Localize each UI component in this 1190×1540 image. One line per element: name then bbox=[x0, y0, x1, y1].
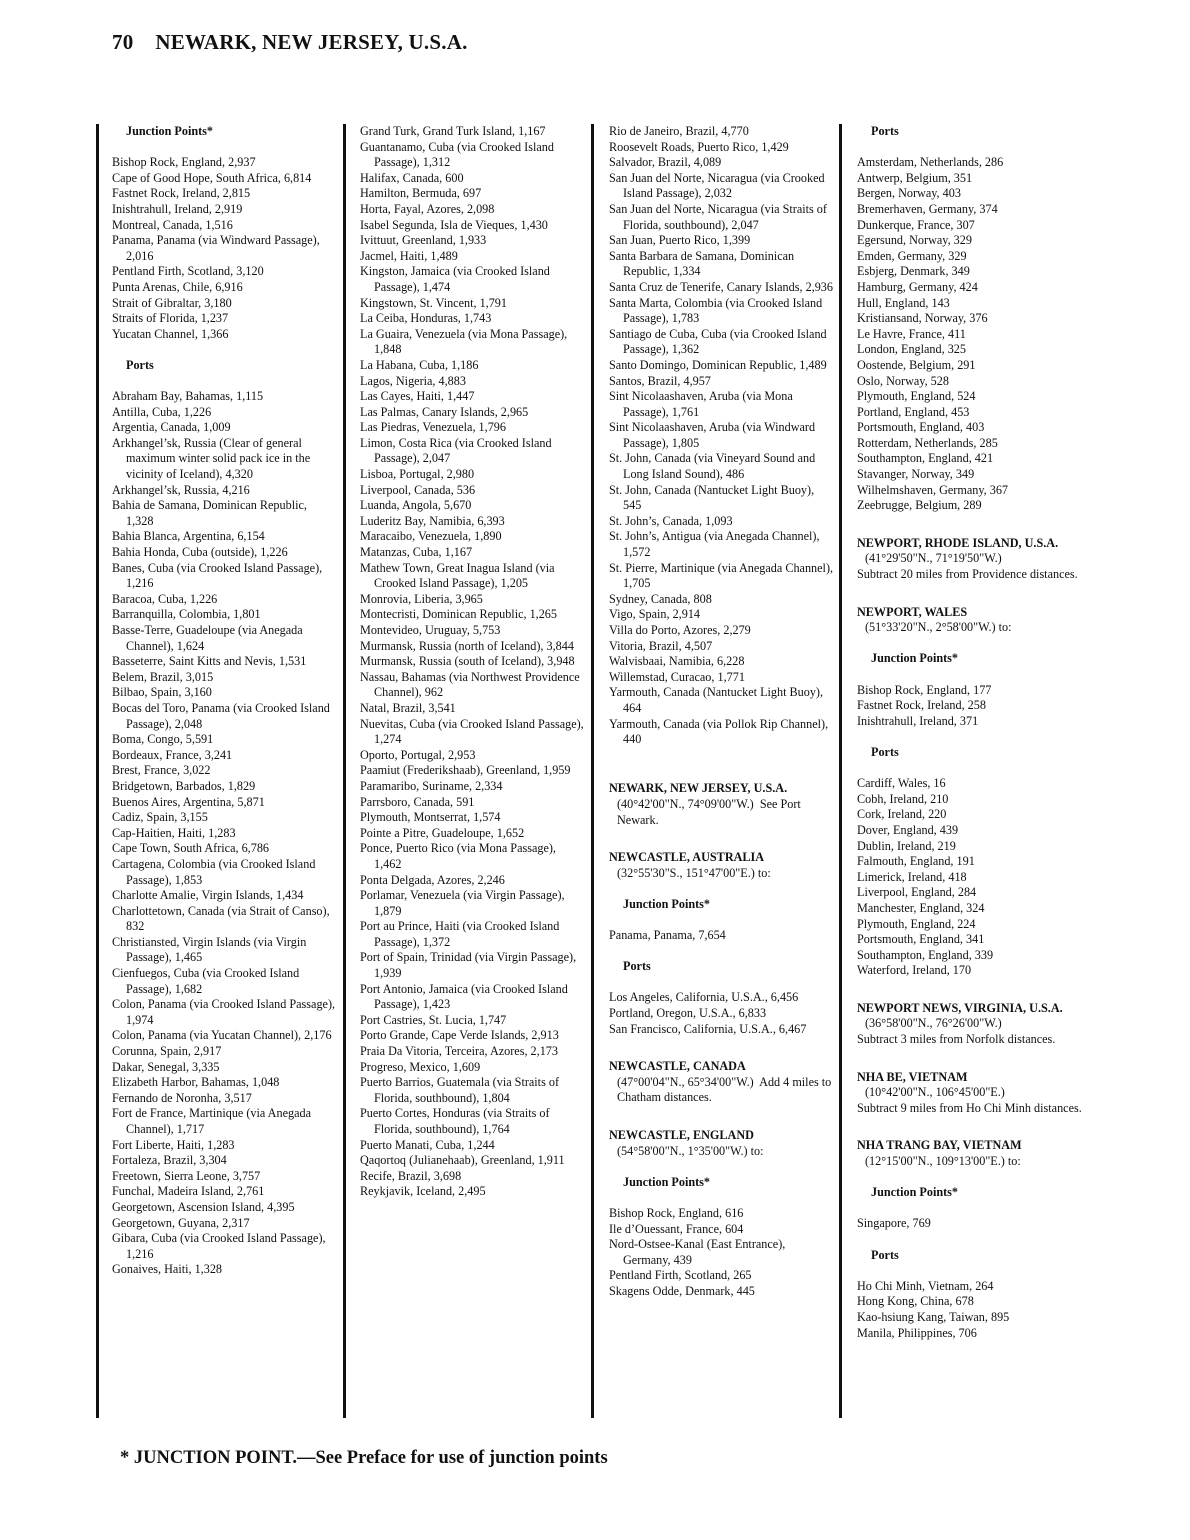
distance-entry: Portsmouth, England, 403 bbox=[857, 420, 985, 435]
entry-nha-trang-bay bbox=[857, 1138, 1082, 1341]
distance-entry: Oostende, Belgium, 291 bbox=[857, 357, 976, 372]
distance-entry: Cobh, Ireland, 210 bbox=[857, 791, 949, 806]
distance-entry: Inishtrahull, Ireland, 2,919 bbox=[112, 201, 243, 216]
distance-entry: Rio de Janeiro, Brazil, 4,770 bbox=[609, 124, 749, 138]
page-number: 70 bbox=[112, 30, 134, 54]
distance-entry: Kingston, Jamaica (via Crooked Island Passage), 1,474 bbox=[360, 264, 550, 294]
distance-entry: Waterford, Ireland, 170 bbox=[857, 963, 972, 978]
distance-entry: Praia Da Vitoria, Terceira, Azores, 2,173 bbox=[360, 1044, 558, 1059]
distance-entry: Ponce, Puerto Rico (via Mona Passage), 1,462 bbox=[360, 841, 556, 871]
distance-entry: Hamburg, Germany, 424 bbox=[857, 279, 978, 294]
distance-entry: Qaqortoq (Julianehaab), Greenland, 1,911 bbox=[360, 1153, 565, 1168]
distance-entry: Willemstad, Curacao, 1,771 bbox=[609, 669, 745, 684]
distance-entry: Reykjavik, Iceland, 2,495 bbox=[360, 1184, 486, 1199]
distance-entry: Santa Cruz de Tenerife, Canary Islands, 2,936 bbox=[609, 279, 833, 294]
distance-entry: Port au Prince, Haiti (via Crooked Island Passage), 1,372 bbox=[360, 919, 560, 949]
place-name: NEWPORT, RHODE ISLAND, U.S.A. bbox=[857, 535, 1059, 550]
distance-entry: Fastnet Rock, Ireland, 258 bbox=[857, 698, 986, 713]
junction-list bbox=[857, 683, 1082, 730]
distance-entry: Manila, Philippines, 706 bbox=[857, 1325, 977, 1340]
distance-entry: Porlamar, Venezuela (via Virgin Passage), 1,879 bbox=[360, 888, 565, 918]
place-name: NEWPORT NEWS, VIRGINIA, U.S.A. bbox=[857, 1000, 1063, 1015]
distance-entry: Cardiff, Wales, 16 bbox=[857, 776, 946, 791]
distance-entry: Bridgetown, Barbados, 1,829 bbox=[112, 778, 256, 793]
distance-entry: Halifax, Canada, 600 bbox=[360, 170, 464, 185]
section-heading: Ports bbox=[871, 744, 899, 759]
distance-entry: Portland, Oregon, U.S.A., 6,833 bbox=[609, 1006, 767, 1021]
distance-entry: Nord-Ostsee-Kanal (East Entrance), Germany, 439 bbox=[609, 1237, 786, 1267]
distance-entry: Salvador, Brazil, 4,089 bbox=[609, 155, 722, 170]
distance-entry: Funchal, Madeira Island, 2,761 bbox=[112, 1184, 265, 1199]
distance-entry: Port Antonio, Jamaica (via Crooked Island Passage), 1,423 bbox=[360, 981, 568, 1012]
distance-entry: Sydney, Canada, 808 bbox=[609, 591, 712, 606]
junction-list bbox=[857, 1216, 1082, 1232]
distance-entry: Las Palmas, Canary Islands, 2,965 bbox=[360, 404, 529, 419]
distance-entry: Boma, Congo, 5,591 bbox=[112, 732, 214, 747]
coordinates: (10°42'00"N., 106°45'00"E.) bbox=[865, 1085, 1005, 1100]
distance-entry: Yucatan Channel, 1,366 bbox=[112, 326, 229, 341]
distance-entry: Ile d’Ouessant, France, 604 bbox=[609, 1221, 744, 1236]
distance-entry: Puerto Cortes, Honduras (via Straits of Florida, southbound), 1,764 bbox=[360, 1106, 550, 1136]
column-rule bbox=[343, 124, 346, 1418]
section-heading: Junction Points* bbox=[623, 1174, 711, 1189]
coordinates: (40°42'00"N., 74°09'00"W.) bbox=[617, 796, 754, 811]
section-heading: Ports bbox=[871, 1247, 899, 1262]
distance-entry: Walvisbaai, Namibia, 6,228 bbox=[609, 654, 745, 669]
section-heading: Junction Points* bbox=[871, 1185, 959, 1200]
distance-entry: Bergen, Norway, 403 bbox=[857, 186, 961, 201]
ports-list bbox=[609, 990, 834, 1037]
distance-entry: Paamiut (Frederikshaab), Greenland, 1,959 bbox=[360, 763, 571, 778]
distance-entry: Limerick, Ireland, 418 bbox=[857, 869, 967, 884]
distance-entry: St. John’s, Canada, 1,093 bbox=[609, 513, 733, 528]
distance-entry: Christiansted, Virgin Islands (via Virgin Passage), 1,465 bbox=[112, 934, 307, 965]
distance-entry: Santa Marta, Colombia (via Crooked Island Passage), 1,783 bbox=[609, 295, 823, 326]
distance-entry: Hull, England, 143 bbox=[857, 295, 950, 310]
distance-entry: Bocas del Toro, Panama (via Crooked Island Passage), 2,048 bbox=[112, 700, 330, 731]
distance-entry: Stavanger, Norway, 349 bbox=[857, 467, 975, 482]
coordinates: (51°33'20"N., 2°58'00"W.) to: bbox=[865, 620, 1012, 635]
distance-entry: Plymouth, England, 224 bbox=[857, 916, 976, 931]
column-rule bbox=[96, 124, 99, 1418]
distance-entry: Lagos, Nigeria, 4,883 bbox=[360, 373, 466, 388]
distance-entry: La Ceiba, Honduras, 1,743 bbox=[360, 311, 492, 326]
distance-entry: Paramaribo, Suriname, 2,334 bbox=[360, 778, 503, 793]
distance-entry: Ponta Delgada, Azores, 2,246 bbox=[360, 872, 505, 887]
distance-entry: Amsterdam, Netherlands, 286 bbox=[857, 155, 1004, 170]
section-heading: Ports bbox=[126, 357, 154, 372]
distance-entry: Cape of Good Hope, South Africa, 6,814 bbox=[112, 170, 312, 185]
distance-entry: Southampton, England, 339 bbox=[857, 947, 994, 962]
ports-list bbox=[609, 124, 834, 748]
distance-entry: Las Piedras, Venezuela, 1,796 bbox=[360, 420, 506, 435]
distance-entry: Pentland Firth, Scotland, 3,120 bbox=[112, 264, 264, 279]
distance-entry: Cartagena, Colombia (via Crooked Island Passage), 1,853 bbox=[112, 856, 316, 887]
coordinates: (32°55'30"S., 151°47'00"E.) to: bbox=[617, 865, 771, 880]
distance-entry: Isabel Segunda, Isla de Vieques, 1,430 bbox=[360, 217, 548, 232]
distance-entry: Kristiansand, Norway, 376 bbox=[857, 311, 988, 326]
distance-entry: Colon, Panama (via Yucatan Channel), 2,176 bbox=[112, 1028, 332, 1043]
distance-entry: Barranquilla, Colombia, 1,801 bbox=[112, 607, 261, 622]
distance-entry: Puerto Barrios, Guatemala (via Straits of Florida, southbound), 1,804 bbox=[360, 1075, 560, 1105]
distance-note: Add 4 miles to Chatham distances. bbox=[617, 1074, 832, 1105]
distance-entry: Mathew Town, Great Inagua Island (via Crooked Island Passage), 1,205 bbox=[360, 560, 555, 591]
entry-nha-be bbox=[857, 1070, 1082, 1117]
distance-entry: Le Havre, France, 411 bbox=[857, 326, 966, 341]
entry-newport-rhode-island bbox=[857, 536, 1082, 583]
place-name: NHA TRANG BAY, VIETNAM bbox=[857, 1138, 1022, 1153]
distance-entry: St. Pierre, Martinique (via Anegada Channel), 1,705 bbox=[609, 560, 834, 591]
distance-entry: Vitoria, Brazil, 4,507 bbox=[609, 638, 713, 653]
distance-entry: Villa do Porto, Azores, 2,279 bbox=[609, 623, 751, 637]
distance-entry: Ho Chi Minh, Vietnam, 264 bbox=[857, 1278, 994, 1293]
distance-entry: Bahia Blanca, Argentina, 6,154 bbox=[112, 529, 265, 544]
distance-entry: Fastnet Rock, Ireland, 2,815 bbox=[112, 186, 251, 201]
distance-entry: Gibara, Cuba (via Crooked Island Passage), 1,216 bbox=[112, 1231, 326, 1261]
distance-entry: Cork, Ireland, 220 bbox=[857, 807, 947, 822]
distance-entry: Brest, France, 3,022 bbox=[112, 763, 211, 778]
ports-list bbox=[112, 389, 337, 1278]
distance-entry: Grand Turk, Grand Turk Island, 1,167 bbox=[360, 124, 546, 138]
distance-entry: Ivittuut, Greenland, 1,933 bbox=[360, 233, 487, 248]
distance-entry: Antilla, Cuba, 1,226 bbox=[112, 404, 212, 419]
distance-entry: Oporto, Portugal, 2,953 bbox=[360, 747, 476, 762]
distance-entry: Manchester, England, 324 bbox=[857, 900, 985, 915]
distance-entry: Hamilton, Bermuda, 697 bbox=[360, 186, 482, 201]
place-name: NEWARK, NEW JERSEY, U.S.A. bbox=[609, 781, 788, 796]
distance-entry: La Habana, Cuba, 1,186 bbox=[360, 357, 479, 372]
distance-entry: Corunna, Spain, 2,917 bbox=[112, 1044, 222, 1059]
distance-entry: Port Castries, St. Lucia, 1,747 bbox=[360, 1012, 507, 1027]
section-heading: Junction Points* bbox=[871, 651, 959, 666]
distance-entry: Sint Nicolaashaven, Aruba (via Mona Passage), 1,761 bbox=[609, 389, 793, 419]
distance-entry: Santos, Brazil, 4,957 bbox=[609, 373, 711, 388]
distance-entry: Recife, Brazil, 3,698 bbox=[360, 1168, 462, 1183]
distance-entry: Oslo, Norway, 528 bbox=[857, 373, 949, 388]
distance-entry: Emden, Germany, 329 bbox=[857, 248, 967, 263]
distance-entry: Murmansk, Russia (north of Iceland), 3,844 bbox=[360, 638, 574, 653]
distance-entry: Roosevelt Roads, Puerto Rico, 1,429 bbox=[609, 139, 789, 154]
distance-entry: Dunkerque, France, 307 bbox=[857, 217, 975, 232]
distance-note: Subtract 20 miles from Providence distances. bbox=[857, 567, 1078, 582]
column-2 bbox=[360, 124, 585, 1200]
coordinates: (36°58'00"N., 76°26'00"W.) bbox=[865, 1016, 1002, 1031]
section-heading: Ports bbox=[623, 959, 651, 974]
distance-entry: Murmansk, Russia (south of Iceland), 3,948 bbox=[360, 654, 575, 669]
place-name: NEWPORT, WALES bbox=[857, 604, 968, 619]
junction-list bbox=[609, 928, 834, 944]
distance-note: Subtract 3 miles from Norfolk distances. bbox=[857, 1032, 1056, 1047]
distance-entry: Gonaives, Haiti, 1,328 bbox=[112, 1262, 223, 1277]
distance-entry: St. John, Canada (via Vineyard Sound and Long Island Sound), 486 bbox=[609, 451, 816, 482]
distance-entry: Portland, England, 453 bbox=[857, 404, 970, 419]
distance-entry: Rotterdam, Netherlands, 285 bbox=[857, 435, 998, 450]
junction-point-footnote: * JUNCTION POINT.—See Preface for use of junction points bbox=[120, 1448, 608, 1468]
distance-entry: Strait of Gibraltar, 3,180 bbox=[112, 295, 232, 310]
distance-entry: Buenos Aires, Argentina, 5,871 bbox=[112, 794, 265, 809]
distance-entry: St. John’s, Antigua (via Anegada Channel), 1,572 bbox=[609, 529, 820, 560]
distance-entry: Banes, Cuba (via Crooked Island Passage), 1,216 bbox=[112, 560, 323, 591]
distance-entry: Sint Nicolaashaven, Aruba (via Windward Passage), 1,805 bbox=[609, 420, 816, 450]
distance-entry: Liverpool, England, 284 bbox=[857, 885, 977, 900]
distance-entry: Dakar, Senegal, 3,335 bbox=[112, 1059, 220, 1074]
distance-note: Subtract 9 miles from Ho Chi Minh distances. bbox=[857, 1100, 1082, 1115]
junction-list bbox=[609, 1206, 834, 1300]
distance-entry: Baracoa, Cuba, 1,226 bbox=[112, 591, 218, 606]
distance-entry: Argentia, Canada, 1,009 bbox=[112, 420, 231, 435]
distance-entry: Plymouth, Montserrat, 1,574 bbox=[360, 810, 501, 825]
distance-entry: Cape Town, South Africa, 6,786 bbox=[112, 841, 270, 856]
distance-entry: Dover, England, 439 bbox=[857, 822, 959, 837]
distance-entry: Inishtrahull, Ireland, 371 bbox=[857, 713, 979, 728]
place-name: NEWCASTLE, AUSTRALIA bbox=[609, 850, 765, 865]
distance-entry: San Francisco, California, U.S.A., 6,467 bbox=[609, 1021, 807, 1036]
distance-entry: Natal, Brazil, 3,541 bbox=[360, 700, 456, 715]
section-heading: Junction Points* bbox=[126, 124, 214, 138]
distance-entry: Matanzas, Cuba, 1,167 bbox=[360, 545, 473, 560]
distance-entry: Cadiz, Spain, 3,155 bbox=[112, 810, 208, 825]
distance-entry: Limon, Costa Rica (via Crooked Island Passage), 2,047 bbox=[360, 435, 552, 466]
page-title: NEWARK, NEW JERSEY, U.S.A. bbox=[155, 30, 468, 54]
distance-entry: Fernando de Noronha, 3,517 bbox=[112, 1090, 252, 1105]
entry-newcastle-canada bbox=[609, 1059, 834, 1106]
entry-newport-wales bbox=[857, 605, 1082, 979]
distance-entry: Esbjerg, Denmark, 349 bbox=[857, 264, 970, 279]
distance-entry: Falmouth, England, 191 bbox=[857, 854, 975, 869]
entry-newark bbox=[609, 781, 834, 828]
distance-entry: Santa Barbara de Samana, Dominican Republic, 1,334 bbox=[609, 248, 795, 279]
coordinates: (41°29'50"N., 71°19'50"W.) bbox=[865, 551, 1002, 566]
distance-entry: Puerto Manati, Cuba, 1,244 bbox=[360, 1137, 495, 1152]
distance-entry: Bahia Honda, Cuba (outside), 1,226 bbox=[112, 545, 288, 560]
distance-entry: Punta Arenas, Chile, 6,916 bbox=[112, 279, 243, 294]
place-name: NEWCASTLE, ENGLAND bbox=[609, 1128, 754, 1143]
ports-list bbox=[857, 155, 1082, 514]
distance-entry: Santiago de Cuba, Cuba (via Crooked Island Passage), 1,362 bbox=[609, 326, 827, 357]
section-heading: Ports bbox=[871, 124, 899, 138]
distance-entry: Bilbao, Spain, 3,160 bbox=[112, 685, 212, 700]
distance-entry: Basseterre, Saint Kitts and Nevis, 1,531 bbox=[112, 654, 307, 669]
distance-entry: Straits of Florida, 1,237 bbox=[112, 311, 229, 326]
distance-entry: Bordeaux, France, 3,241 bbox=[112, 747, 233, 762]
distance-entry: Panama, Panama (via Windward Passage), 2,016 bbox=[112, 233, 320, 263]
entry-newcastle-australia bbox=[609, 850, 834, 1037]
distance-entry: Bahia de Samana, Dominican Republic, 1,328 bbox=[112, 498, 307, 528]
distance-entry: Portsmouth, England, 341 bbox=[857, 932, 985, 947]
distance-entry: Pointe a Pitre, Guadeloupe, 1,652 bbox=[360, 825, 525, 840]
distance-entry: San Juan del Norte, Nicaragua (via Crooked Island Passage), 2,032 bbox=[609, 170, 825, 201]
entry-newcastle-england bbox=[609, 1128, 834, 1300]
junction-list bbox=[112, 155, 337, 342]
column-rule bbox=[591, 124, 594, 1418]
distance-entry: Hong Kong, China, 678 bbox=[857, 1294, 974, 1309]
distance-entry: Arkhangel’sk, Russia (Clear of general maximum winter solid pack ice in the vicinity of Iceland), 4,320 bbox=[112, 435, 311, 482]
distance-entry: Southampton, England, 421 bbox=[857, 451, 994, 466]
distance-entry: Plymouth, England, 524 bbox=[857, 389, 976, 404]
distance-entry: Progreso, Mexico, 1,609 bbox=[360, 1059, 481, 1074]
distance-entry: Fort Liberte, Haiti, 1,283 bbox=[112, 1137, 235, 1152]
ports-list bbox=[857, 1279, 1082, 1341]
distance-entry: Luanda, Angola, 5,670 bbox=[360, 498, 472, 513]
coordinates: (47°00'04"N., 65°34'00"W.) bbox=[617, 1074, 754, 1089]
column-4 bbox=[857, 124, 1082, 1341]
distance-entry: Maracaibo, Venezuela, 1,890 bbox=[360, 529, 502, 544]
distance-entry: Georgetown, Ascension Island, 4,395 bbox=[112, 1199, 295, 1214]
distance-entry: Charlottetown, Canada (via Strait of Canso), 832 bbox=[112, 903, 330, 934]
distance-entry: Yarmouth, Canada (Nantucket Light Buoy), 464 bbox=[609, 685, 824, 715]
column-3 bbox=[609, 124, 834, 1300]
distance-entry: Belem, Brazil, 3,015 bbox=[112, 669, 214, 684]
ports-list bbox=[360, 124, 585, 1200]
distance-entry: Horta, Fayal, Azores, 2,098 bbox=[360, 201, 495, 216]
distance-entry: Kao-hsiung Kang, Taiwan, 895 bbox=[857, 1309, 1010, 1324]
distance-entry: Zeebrugge, Belgium, 289 bbox=[857, 498, 982, 513]
distance-entry: Vigo, Spain, 2,914 bbox=[609, 607, 701, 622]
distance-entry: Freetown, Sierra Leone, 3,757 bbox=[112, 1168, 261, 1183]
distance-entry: Antwerp, Belgium, 351 bbox=[857, 170, 973, 185]
distance-entry: Luderitz Bay, Namibia, 6,393 bbox=[360, 513, 505, 528]
distance-entry: San Juan del Norte, Nicaragua (via Straits of Florida, southbound), 2,047 bbox=[609, 201, 827, 232]
distance-entry: Montreal, Canada, 1,516 bbox=[112, 217, 233, 232]
distance-entry: Elizabeth Harbor, Bahamas, 1,048 bbox=[112, 1075, 280, 1090]
distance-entry: Colon, Panama (via Crooked Island Passage), 1,974 bbox=[112, 997, 336, 1027]
distance-entry: Montecristi, Dominican Republic, 1,265 bbox=[360, 607, 557, 622]
distance-entry: Bishop Rock, England, 177 bbox=[857, 682, 992, 697]
distance-entry: Charlotte Amalie, Virgin Islands, 1,434 bbox=[112, 888, 304, 903]
column-1 bbox=[112, 124, 337, 1278]
distance-entry: Monrovia, Liberia, 3,965 bbox=[360, 591, 483, 606]
ports-list bbox=[857, 776, 1082, 979]
distance-entry: Liverpool, Canada, 536 bbox=[360, 482, 476, 497]
distance-entry: Las Cayes, Haiti, 1,447 bbox=[360, 389, 475, 404]
distance-entry: Basse-Terre, Guadeloupe (via Anegada Channel), 1,624 bbox=[112, 623, 303, 653]
distance-entry: Porto Grande, Cape Verde Islands, 2,913 bbox=[360, 1028, 559, 1043]
distance-entry: Fortaleza, Brazil, 3,304 bbox=[112, 1153, 227, 1168]
cross-reference: See Port Newark. bbox=[617, 796, 801, 827]
distance-entry: Los Angeles, California, U.S.A., 6,456 bbox=[609, 990, 799, 1005]
distance-entry: Cienfuegos, Cuba (via Crooked Island Passage), 1,682 bbox=[112, 966, 300, 996]
distance-entry: Pentland Firth, Scotland, 265 bbox=[609, 1268, 752, 1283]
coordinates: (12°15'00"N., 109°13'00"E.) to: bbox=[865, 1154, 1021, 1169]
distance-entry: San Juan, Puerto Rico, 1,399 bbox=[609, 233, 751, 248]
distance-entry: Egersund, Norway, 329 bbox=[857, 233, 972, 248]
distance-entry: Georgetown, Guyana, 2,317 bbox=[112, 1215, 250, 1230]
distance-entry: Bremerhaven, Germany, 374 bbox=[857, 201, 998, 216]
distance-entry: Panama, Panama, 7,654 bbox=[609, 928, 726, 943]
distance-entry: London, England, 325 bbox=[857, 342, 966, 357]
distance-entry: La Guaira, Venezuela (via Mona Passage), 1,848 bbox=[360, 326, 568, 357]
distance-entry: Parrsboro, Canada, 591 bbox=[360, 794, 475, 809]
distance-entry: Bishop Rock, England, 616 bbox=[609, 1206, 744, 1220]
section-heading: Junction Points* bbox=[623, 896, 711, 911]
distance-entry: Wilhelmshaven, Germany, 367 bbox=[857, 482, 1009, 497]
distance-entry: Bishop Rock, England, 2,937 bbox=[112, 155, 256, 170]
distance-entry: Cap-Haitien, Haiti, 1,283 bbox=[112, 825, 236, 840]
distance-entry: Lisboa, Portugal, 2,980 bbox=[360, 467, 475, 482]
distance-entry: Nassau, Bahamas (via Northwest Providence Channel), 962 bbox=[360, 669, 580, 700]
page-header bbox=[112, 30, 468, 55]
distance-entry: Dublin, Ireland, 219 bbox=[857, 838, 956, 853]
distance-entry: Nuevitas, Cuba (via Crooked Island Passage), 1,274 bbox=[360, 716, 584, 747]
coordinates: (54°58'00"N., 1°35'00"W.) to: bbox=[617, 1143, 764, 1158]
distance-entry: Montevideo, Uruguay, 5,753 bbox=[360, 623, 501, 637]
place-name: NHA BE, VIETNAM bbox=[857, 1069, 968, 1084]
distance-entry: Port of Spain, Trinidad (via Virgin Passage), 1,939 bbox=[360, 950, 577, 981]
distance-entry: Guantanamo, Cuba (via Crooked Island Passage), 1,312 bbox=[360, 139, 554, 170]
column-rule bbox=[839, 124, 842, 1418]
distance-entry: Singapore, 769 bbox=[857, 1216, 931, 1231]
distance-entry: Yarmouth, Canada (via Pollok Rip Channel), 440 bbox=[609, 716, 829, 747]
distance-entry: Jacmel, Haiti, 1,489 bbox=[360, 248, 458, 263]
distance-entry: Abraham Bay, Bahamas, 1,115 bbox=[112, 389, 264, 404]
distance-entry: St. John, Canada (Nantucket Light Buoy), 545 bbox=[609, 482, 815, 513]
entry-newport-news bbox=[857, 1001, 1082, 1048]
distance-entry: Skagens Odde, Denmark, 445 bbox=[609, 1283, 755, 1298]
distance-entry: Kingstown, St. Vincent, 1,791 bbox=[360, 295, 507, 310]
distance-entry: Arkhangel’sk, Russia, 4,216 bbox=[112, 482, 250, 497]
distance-entry: Santo Domingo, Dominican Republic, 1,489 bbox=[609, 357, 827, 372]
distance-entry: Fort de France, Martinique (via Anegada Channel), 1,717 bbox=[112, 1106, 311, 1136]
place-name: NEWCASTLE, CANADA bbox=[609, 1059, 746, 1074]
